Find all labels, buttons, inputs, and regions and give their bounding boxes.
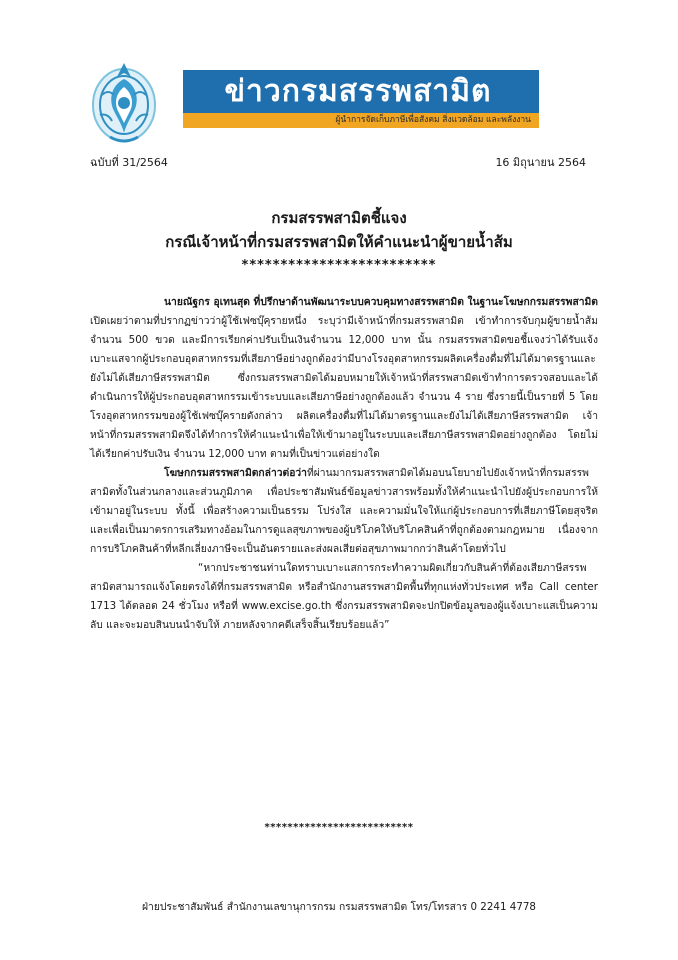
quote-text: “หากประชาชนท่านใดทราบเบาะแสการกระทำความผิดเกี่ยวกับสินค้าที่ต้องเสียภาษีสรรพสามิตสามารถแจ้งโดยตรงได้ที่กรมสรรพสามิต หรือสำนักงานสรรพสามิตพื้นที่ทุกแห่งทั่วประเทศ หรือ Call center 1713 ได้ตลอด 24 ชั่วโมง หรือที่ www.excise.go.th ซึ่งกรมสรรพสามิตจะปกปิดข้อมูลของผู้แจ้งเบาะแสเป็นความลับ และจะมอบสินบนนำจับให้ ภายหลังจากคดีเสร็จสิ้นเรียบร้อยแล้ว” bbox=[90, 562, 598, 631]
news-banner bbox=[183, 70, 539, 128]
banner-subtitle: ผู้นำการจัดเก็บภาษีเพื่อสังคม สิ่งแวดล้อม และพลังงาน bbox=[335, 115, 531, 125]
issue-date: 16 มิถุนายน 2564 bbox=[495, 156, 586, 169]
paragraph-1-text: เปิดเผยว่าตามที่ปรากฏข่าวว่าผู้ใช้เฟซบุ๊คุรายหนึ่ง ระบุว่ามีเจ้าหน้าที่กรมสรรพสามิต เข้าทำการจับกุมผู้ขายน้ำส้ม จำนวน 500 ขวด และมีการเรียกค่าปรับเป็นเงินจำนวน 12,000 บาท นั้น กรมสรรพสามิตขอชี้แจงว่าได้รับแจ้งเบาะแสจากผู้ประกอบอุตสาหกรรมที่เสียภาษีอย่างถูกต้องว่ามีบางโรงอุตสาหกรรมผลิตเครื่องดื่มที่ไม่ได้มาตรฐานและยังไม่ได้เสียภาษีสรรพสามิต ซึ่งกรมสรรพสามิตได้มอบหมายให้เจ้าหน้าที่สรรพสามิตเข้าทำการตรวจสอบและได้ดำเนินการให้ผู้ประกอบอุตสาหกรรมเข้าระบบและเสียภาษีอย่างถูกต้องแล้ว จำนวน 4 ราย ซึ่งรายนี้เป็นรายที่ 5 โดยโรงอุตสาหกรรมของผู้ใช้เฟซบุ๊ครายดังกล่าว ผลิตเครื่องดื่มที่ไม่ได้มาตรฐานและยังไม่ได้เสียภาษีสรรพสามิต เจ้าหน้าที่กรมสรรพสามิตจึงได้ทำการให้คำแนะนำเพื่อให้เข้ามาอยู่ในระบบและเสียภาษีสรรพสามิตอย่างถูกต้อง โดยไม่ได้เรียกค่าปรับเงิน จำนวน 12,000 บาท ตามที่เป็นข่าวแต่อย่างใด bbox=[90, 315, 598, 460]
subheadline: กรณีเจ้าหน้าที่กรมสรรพสามิตให้คำแนะนำผู้ขายน้ำส้ม bbox=[165, 233, 513, 251]
end-divider: ************************** bbox=[264, 822, 414, 833]
banner-title: ข่าวกรมสรรพสามิต bbox=[224, 74, 492, 109]
spokesperson-lead: โฆษกกรมสรรพสามิตกล่าวต่อว่า bbox=[164, 467, 307, 479]
paragraph-1 bbox=[90, 293, 598, 464]
paragraph-2-text: ที่ผ่านมากรมสรรพสามิตได้มอบนโยบายไปยังเจ้าหน้าที่กรมสรรพสามิตทั้งในส่วนกลางและส่วนภูมิภาค เพื่อประชาสัมพันธ์ข้อมูลข่าวสารพร้อมทั้งให้คำแนะนำไปยังผู้ประกอบการให้เข้ามาอยู่ในระบบ ทั้งนี้ เพื่อสร้างความเป็นธรรม โปร่งใส และความมั่นใจให้แก่ผู้ประกอบการที่เสียภาษีโดยสุจริต และเพื่อเป็นมาตรการเสริมทางอ้อมในการดูแลสุขภาพของผู้บริโภคให้บริโภคสินค้าที่ถูกต้องตามกฎหมาย เนื่องจากการบริโภคสินค้าที่หลีกเลี่ยงภาษีจะเป็นอันตรายและส่งผลเสียต่อสุขภาพมากกว่าสินค้าโดยทั่วไป bbox=[90, 467, 598, 555]
title-divider: ************************* bbox=[241, 258, 437, 273]
headline: กรมสรรพสามิตชี้แจง bbox=[271, 209, 407, 227]
excise-department-seal-icon bbox=[88, 55, 160, 147]
paragraph-2 bbox=[90, 464, 598, 559]
paragraph-3-quote bbox=[90, 559, 598, 635]
article-body bbox=[90, 293, 598, 635]
spokesperson-name: นายณัฐกร อุเทนสุด ที่ปรึกษาด้านพัฒนาระบบควบคุมทางสรรพสามิต ในฐานะโฆษกกรมสรรพสามิต bbox=[164, 296, 598, 308]
issue-number: ฉบับที่ 31/2564 bbox=[90, 156, 168, 169]
footer-contact: ฝ่ายประชาสัมพันธ์ สำนักงานเลขานุการกรม กรมสรรพสามิต โทร/โทรสาร 0 2241 4778 bbox=[142, 901, 536, 913]
